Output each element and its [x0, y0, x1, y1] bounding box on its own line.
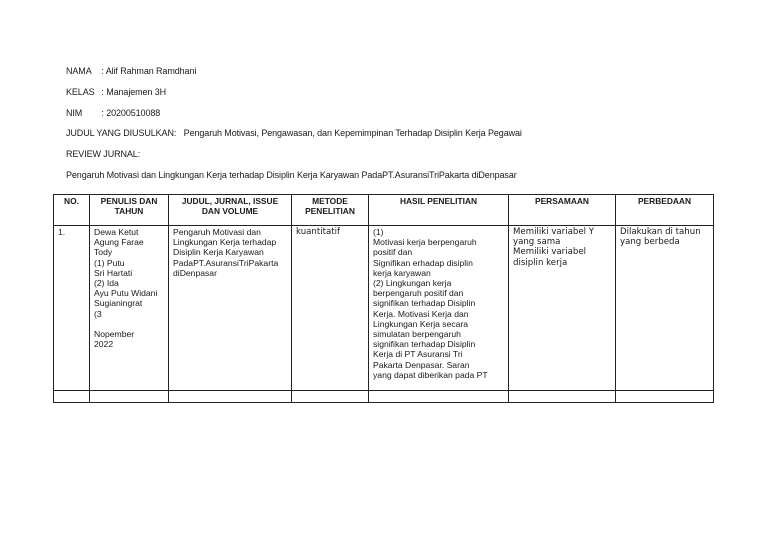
cell-metode: kuantitatif	[292, 226, 369, 391]
cell-line: Sri Hartati	[94, 267, 133, 278]
table-row-empty	[54, 391, 714, 403]
empty-cell	[616, 391, 714, 403]
cell-line: Lingkungan Kerja secara	[373, 318, 469, 329]
cell-line: berpengaruh positif dan	[373, 288, 464, 299]
cell-line: Dewa Ketut	[94, 227, 139, 237]
cell-line: PadaPT.AsuransiTriPakarta	[173, 257, 279, 268]
col-judul: JUDUL, JURNAL, ISSUE DAN VOLUME	[169, 195, 292, 226]
cell-line: (1) Putu	[94, 257, 125, 268]
nama-value: : Alif Rahman Ramdhani	[101, 66, 197, 76]
cell-line: positif dan	[373, 247, 413, 258]
empty-cell	[54, 391, 90, 403]
cell-line	[94, 319, 164, 329]
kelas-label: KELAS	[66, 87, 95, 97]
cell-line: Pakarta Denpasar. Saran	[373, 359, 470, 370]
cell-line: (2) Ida	[94, 278, 119, 289]
review-label: REVIEW JURNAL:	[66, 149, 141, 159]
journal-title: Pengaruh Motivasi dan Lingkungan Kerja terhadap Disiplin Kerja Karyawan PadaPT.AsuransiTriPakarta diDenpasar	[66, 170, 517, 180]
nama-line	[66, 66, 196, 77]
cell-hasil	[369, 226, 509, 391]
cell-line: signifikan terhadap Disiplin	[373, 339, 476, 350]
cell-line: Nopember	[94, 329, 135, 340]
empty-cell	[509, 391, 616, 403]
cell-line: Kerja. Motivasi Kerja dan	[373, 308, 469, 319]
cell-line: 2022	[94, 339, 114, 350]
empty-cell	[169, 391, 292, 403]
cell-line: Motivasi kerja berpengaruh	[373, 237, 477, 248]
cell-line: Lingkungan Kerja terhadap	[173, 237, 277, 248]
cell-line: Memiliki variabel	[513, 247, 587, 258]
cell-line: Pengaruh Motivasi dan	[173, 227, 261, 237]
cell-judul	[169, 226, 292, 391]
col-persamaan: PERSAMAAN	[509, 195, 616, 226]
cell-line: yang dapat diberikan pada PT	[373, 369, 488, 380]
cell-line: Kerja di PT Asuransi Tri	[373, 349, 463, 360]
cell-line: Sugianingrat	[94, 298, 143, 309]
cell-perbedaan	[616, 226, 714, 391]
cell-line: yang sama	[513, 237, 561, 248]
cell-line: Signifikan erhadap disiplin	[373, 257, 473, 268]
cell-line: Agung Farae	[94, 237, 144, 248]
nim-value: : 20200510088	[101, 108, 161, 118]
cell-line: (2) Lingkungan kerja	[373, 278, 452, 289]
cell-line: signifikan terhadap Disiplin	[373, 298, 476, 309]
judul-label: JUDUL YANG DIUSULKAN:	[66, 128, 177, 138]
empty-cell	[90, 391, 169, 403]
cell-line: (1)	[373, 227, 384, 237]
empty-cell	[292, 391, 369, 403]
cell-line: Memiliki variabel Y	[513, 227, 594, 237]
cell-penulis	[90, 226, 169, 391]
cell-line: diDenpasar	[173, 267, 217, 278]
cell-line: Disiplin Kerja Karyawan	[173, 247, 264, 258]
col-perbedaan: PERBEDAAN	[616, 195, 714, 226]
review-table	[53, 194, 714, 403]
judul-line	[66, 128, 522, 139]
col-no: NO.	[54, 195, 90, 226]
cell-persamaan	[509, 226, 616, 391]
cell-line: Tody	[94, 247, 113, 258]
nim-label: NIM	[66, 108, 83, 118]
col-penulis: PENULIS DAN TAHUN	[90, 195, 169, 226]
table-row	[54, 226, 714, 391]
judul-value: Pengaruh Motivasi, Pengawasan, dan Kepemimpinan Terhadap Disiplin Kerja Pegawai	[183, 128, 522, 138]
empty-cell	[369, 391, 509, 403]
kelas-line	[66, 87, 166, 98]
nama-label: NAMA	[66, 66, 92, 76]
col-hasil: HASIL PENELITIAN	[369, 195, 509, 226]
cell-line: Ayu Putu Widani	[94, 288, 158, 299]
kelas-value: : Manajemen 3H	[101, 87, 167, 97]
cell-line: (3	[94, 308, 102, 319]
cell-line: disiplin kerja	[513, 257, 568, 268]
table-header-row	[54, 195, 714, 226]
cell-no: 1.	[54, 226, 90, 391]
cell-line: simulatan berpengaruh	[373, 329, 461, 340]
cell-line: kerja karyawan	[373, 267, 431, 278]
col-metode: METODE PENELITIAN	[292, 195, 369, 226]
nim-line	[66, 108, 160, 119]
cell-line: yang berbeda	[620, 237, 680, 248]
cell-line: Dilakukan di tahun	[620, 227, 701, 237]
